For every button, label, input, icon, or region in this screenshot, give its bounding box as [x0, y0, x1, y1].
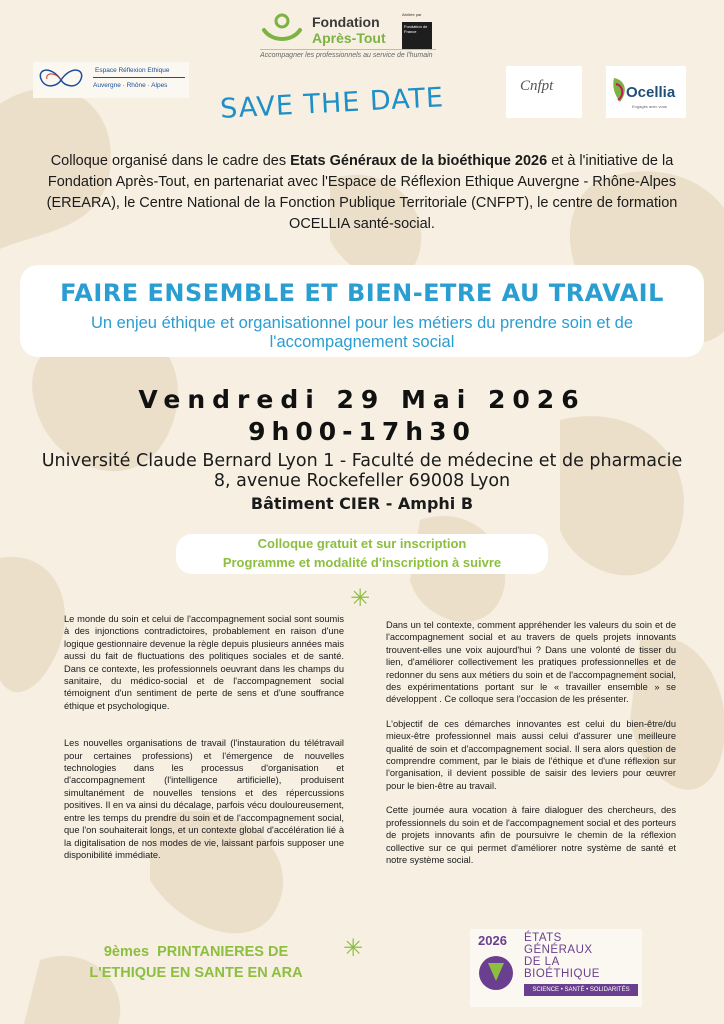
cnfpt-label: Cnfpt	[520, 78, 554, 94]
erera-divider	[93, 77, 185, 78]
left-column	[64, 613, 344, 886]
etats-generaux-logo	[470, 929, 642, 1007]
inscription-line1: Colloque gratuit et sur inscription	[257, 536, 467, 551]
main-title: FAIRE ENSEMBLE ET BIEN-ETRE AU TRAVAIL	[60, 279, 664, 307]
fondation-name-1: Fondation	[312, 14, 380, 30]
erera-line2: Auvergne · Rhône · Alpes	[93, 82, 168, 89]
etats-line4: BIOÉTHIQUE	[524, 968, 600, 980]
etats-line3: DE LA	[524, 956, 560, 968]
intro-part2: et à l'initiative de la Fondation Après-Tout, en partenariat avec l'Espace de Réflexion Ethique Auvergne - Rhône-Alpes (EREARA), le Centre National de la Fonction Publique Territoriale (CNFPT), le centre de formation OCELLIA santé-social.	[46, 153, 678, 232]
ocellia-logo	[606, 66, 686, 118]
printanieres-title	[62, 942, 330, 984]
etats-tagline: SCIENCE • SANTÉ • SOLIDARITÉS	[524, 984, 638, 996]
intro-part1: Colloque organisé dans le cadre des	[50, 153, 291, 169]
etats-line1: ÉTATS	[524, 932, 562, 944]
fondation-tagline: Accompagner les professionnels au service de l'humain	[260, 52, 433, 59]
etats-drop-icon	[476, 949, 516, 993]
save-the-date-heading: SAVE THE DATE	[219, 82, 445, 125]
inscription-box	[176, 534, 548, 574]
cnfpt-logo	[506, 66, 582, 118]
ocellia-sub: Engagés avec vous	[632, 104, 667, 109]
fondation-de-france-badge: Fondation de France	[402, 22, 432, 50]
fondation-apres-tout-logo	[258, 8, 443, 64]
tagline-divider	[260, 49, 436, 50]
printanieres-line1: 9èmes PRINTANIERES DE	[103, 944, 289, 960]
right-paragraph-3: Cette journée aura vocation à faire dialoguer des chercheurs, des professionnels du soin et de l'accompagnement social et des porteurs de projets innovants afin de poursuivre le chemin de la réflexion collective sur ce qui permet d'améliorer notre système de santé et notre système social.	[386, 805, 676, 865]
title-box	[20, 265, 704, 357]
intro-bold: Etats Généraux de la bioéthique 2026	[290, 153, 548, 169]
left-paragraph-2: Les nouvelles organisations de travail (l'instauration du télétravail pour certaines professions) et l'émergence de nouvelles technologies dans les processus d'organisation et d'accompagnement (l'intelligence artificielle), produisent simultanément de nouvelles tensions et des répercussions positives. Il en va ainsi du décalage, parfois vécu douloureusement, entre les temps du prendre du soin et de l'accompagnement social, que l'on souhaiterait longs, et un contexte global d'accélération lié à la digitalisation de nos modes de vie, laissant parfois supposer une disponibilité immédiate.	[64, 738, 344, 860]
fdf-abritee-label: Abritée par	[402, 12, 422, 17]
fondation-figure-icon	[260, 12, 304, 46]
venue-line1: Université Claude Bernard Lyon 1 - Faculté de médecine et de pharmacie	[41, 451, 683, 471]
printanieres-line2: L'ETHIQUE EN SANTE EN ARA	[89, 965, 303, 981]
venue-line2: 8, avenue Rockefeller 69008 Lyon	[213, 471, 511, 491]
left-paragraph-1: Le monde du soin et celui de l'accompagnement social sont soumis à des injonctions contradictoires, probablement en raison d'une logique gestionnaire devenue la règle depuis plusieurs années mais aussi du fait de fluctuations des politiques sociales et de santé. Dans ce contexte, les professionnels oeuvrant dans les champs du sanitaire, du médico-social et de l'accompagnement social témoignent d'un sentiment de perte de sens et d'une souffrance éthique et psychologique.	[64, 614, 344, 711]
fondation-name-2: Après-Tout	[312, 30, 386, 46]
ocellia-label: Ocellia	[626, 84, 676, 101]
etats-year: 2026	[478, 933, 507, 948]
venue-line3: Bâtiment CIER - Amphi B	[250, 494, 474, 513]
erera-logo	[33, 62, 189, 98]
inscription-line2: Programme et modalité d'inscription à suivre	[222, 555, 502, 570]
asterisk-icon: ✳	[343, 935, 364, 962]
right-paragraph-2: L'objectif de ces démarches innovantes est celui du bien-être/du mieux-être professionnel mais aussi celui d'assurer une meilleure qualité de soin et d'accompagnement social. Il sera alors question de comprendre comment, par le biais de l'éthique et d'une réflexion sur l'organisation, il devient possible de saisir des leviers pour œuvrer pour le bien-être au travail.	[386, 718, 676, 791]
right-column	[386, 619, 676, 878]
sub-title: Un enjeu éthique et organisationnel pour les métiers du prendre soin et de l'accompagnement social	[90, 314, 634, 351]
erera-line1: Espace Réflexion Ethique	[95, 67, 170, 74]
intro-paragraph	[30, 151, 694, 235]
asterisk-icon: ✳	[350, 585, 371, 612]
event-date: Vendredi 29 Mai 2026	[138, 385, 586, 414]
right-paragraph-1: Dans un tel contexte, comment appréhender les valeurs du soin et de l'accompagnement social et au travers de quels projets innovants trouvent-elles une voix aujourd'hui ? Dans une volonté de tisser du lien, d'améliorer collectivement les pratiques professionnelles et de redonner du sens aux métiers du soin et de l'accompagnement social, des expérimentations portant sur le « travailler ensemble » se développent . Ce colloque sera l'occasion de les présenter.	[386, 620, 676, 705]
event-time: 9h00-17h30	[248, 417, 476, 446]
erera-butterfly-icon	[33, 65, 89, 95]
etats-line2: GÉNÉRAUX	[524, 944, 593, 956]
